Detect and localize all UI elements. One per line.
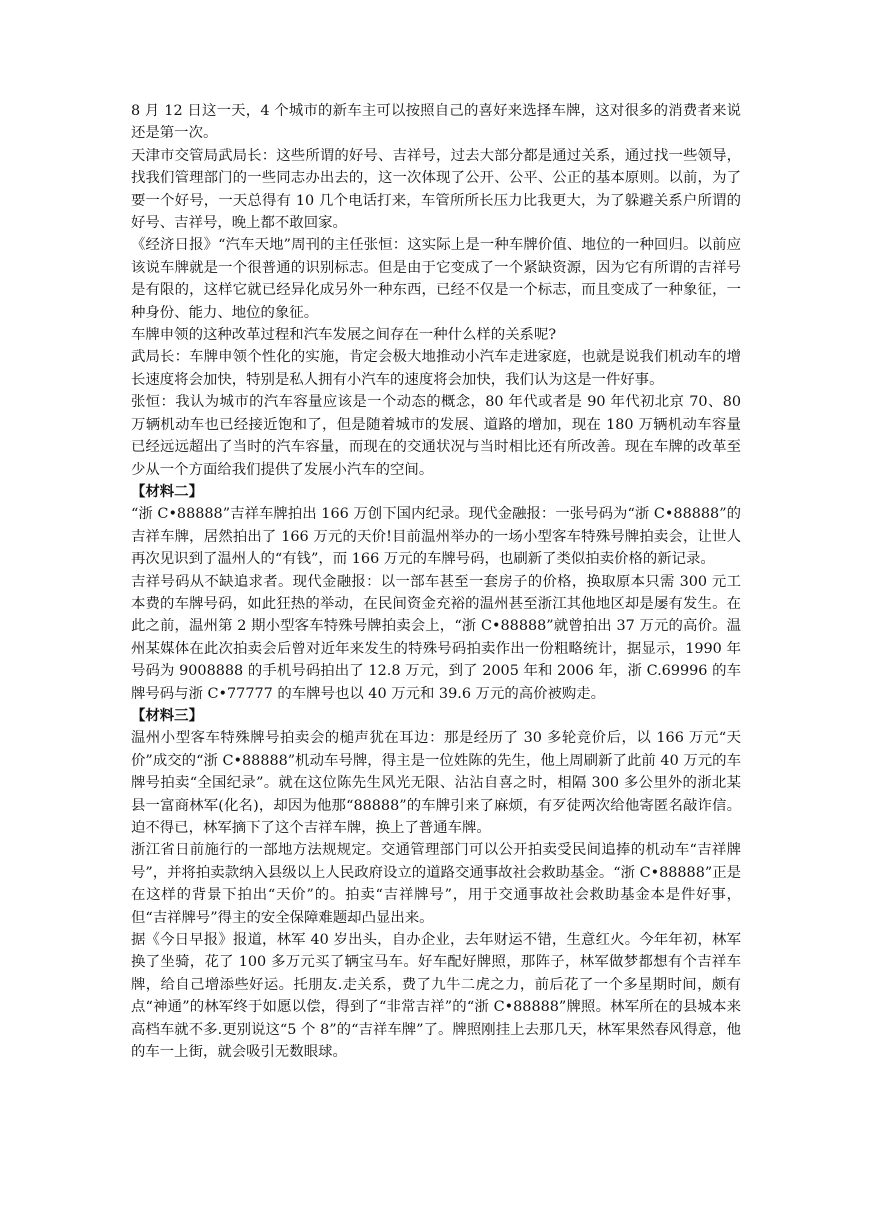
paragraph: 《经济日报》“汽车天地”周刊的主任张恒：这实际上是一种车牌价值、地位的一种回归。以前应该说车牌就是一个很普通的识别标志。但是由于它变成了一个紧缺资源，因为它有所谓的吉祥号是有限的，这样它就已经异化成另外一种东西，已经不仅是一个标志，而且变成了一种象征，一种身份、能力、地位的象征。 xyxy=(131,237,741,321)
paragraph: 天津市交管局武局长：这些所谓的好号、吉祥号，过去大部分都是通过关系，通过找一些领导，找我们管理部门的一些同志办出去的，这一次体现了公开、公平、公正的基本原则。以前，为了要一个好号，一天总得有 10 几个电话打来，车管所所长压力比我更大，为了躲避关系户所谓的好号、吉祥号，晚上都不敢回家。 xyxy=(131,147,741,232)
section-heading: 【材料二】 xyxy=(131,482,203,500)
section-heading: 【材料三】 xyxy=(131,706,203,724)
paragraph: 吉祥号码从不缺追求者。现代金融报：以一部车甚至一套房子的价格，换取原本只需 300 元工本费的车牌号码，如此狂热的举动，在民间资金充裕的温州甚至浙江其他地区却是屡有发生。在此之前，温州第 2 期小型客车特殊号牌拍卖会上，“浙 C•88888”就曾拍出 37 万元的高价。温州某媒体在此次拍卖会后曾对近年来发生的特殊号码拍卖作出一份粗略统计，据显示，1990 年号码为 9008888 的手机号码拍出了 12.8 万元，到了 2005 年和 2006 年，浙 C.69996 的车牌号码与浙 C•77777 的车牌号也以 40 万元和 39.6 万元的高价被购走。 xyxy=(131,573,741,702)
paragraph: 武局长：车牌申领个性化的实施，肯定会极大地推动小汽车走进家庭，也就是说我们机动车的增长速度将会加快，特别是私人拥有小汽车的速度将会加快，我们认为这是一件好事。 xyxy=(131,349,741,388)
paragraph: 温州小型客车特殊牌号拍卖会的槌声犹在耳边：那是经历了 30 多轮竞价后，以 166 万元“天价”成交的“浙 C•88888”机动车号牌，得主是一位姓陈的先生，他上周刷新了此前 40 万元的车牌号拍卖“全国纪录”。就在这位陈先生风光无限、沾沾自喜之时，相隔 300 多公里外的浙北某县一富商林军(化名)，却因为他那“88888”的车牌引来了麻烦，有歹徒两次给他寄匿名敲诈信。迫不得已，林军摘下了这个吉祥车牌，换上了普通车牌。 xyxy=(131,730,741,836)
paragraph: 张恒：我认为城市的汽车容量应该是一个动态的概念，80 年代或者是 90 年代初北京 70、80 万辆机动车也已经接近饱和了，但是随着城市的发展、道路的增加，现在 180 万辆机动车容量已经远远超出了当时的汽车容量，而现在的交通状况与当时相比还有所改善。现在车牌的改革至少从一个方面给我们提供了发展小汽车的空间。 xyxy=(131,394,741,478)
document-body xyxy=(131,100,741,1063)
paragraph: “浙 C•88888”吉祥车牌拍出 166 万创下国内纪录。现代金融报：一张号码为“浙 C•88888”的吉祥车牌，居然拍出了 166 万元的天价!目前温州举办的一场小型客车特殊号牌拍卖会，让世人再次见识到了温州人的“有钱”，而 166 万元的车牌号码，也刷新了类似拍卖价格的新记录。 xyxy=(131,506,741,568)
paragraph: 浙江省日前施行的一部地方法规规定。交通管理部门可以公开拍卖受民间追捧的机动车“吉祥牌号”，并将拍卖款纳入县级以上人民政府设立的道路交通事故社会救助基金。“浙 C•88888”正是在这样的背景下拍出“天价”的。拍卖“吉祥牌号”，用于交通事故社会救助基金本是件好事，但“吉祥牌号”得主的安全保障难题却凸显出来。 xyxy=(131,842,741,926)
paragraph: 8 月 12 日这一天，4 个城市的新车主可以按照自己的喜好来选择车牌，这对很多的消费者来说还是第一次。 xyxy=(131,103,741,142)
paragraph: 车牌申领的这种改革过程和汽车发展之间存在一种什么样的关系呢? xyxy=(131,327,557,344)
paragraph: 据《今日早报》报道，林军 40 岁出头，自办企业，去年财运不错，生意红火。今年年初，林军换了坐骑，花了 100 多万元买了辆宝马车。好车配好牌照，那阵子，林军做梦都想有个吉祥车牌，给自己增添些好运。托朋友.走关系，费了九牛二虎之力，前后花了一个多星期时间，颇有点“神通”的林军终于如愿以偿，得到了“非常吉祥”的“浙 C•88888”牌照。林军所在的县城本来高档车就不多.更别说这“5 个 8”的“吉祥车牌”了。牌照刚挂上去那几天，林军果然春风得意，他的车一上街，就会吸引无数眼球。 xyxy=(131,932,741,1061)
